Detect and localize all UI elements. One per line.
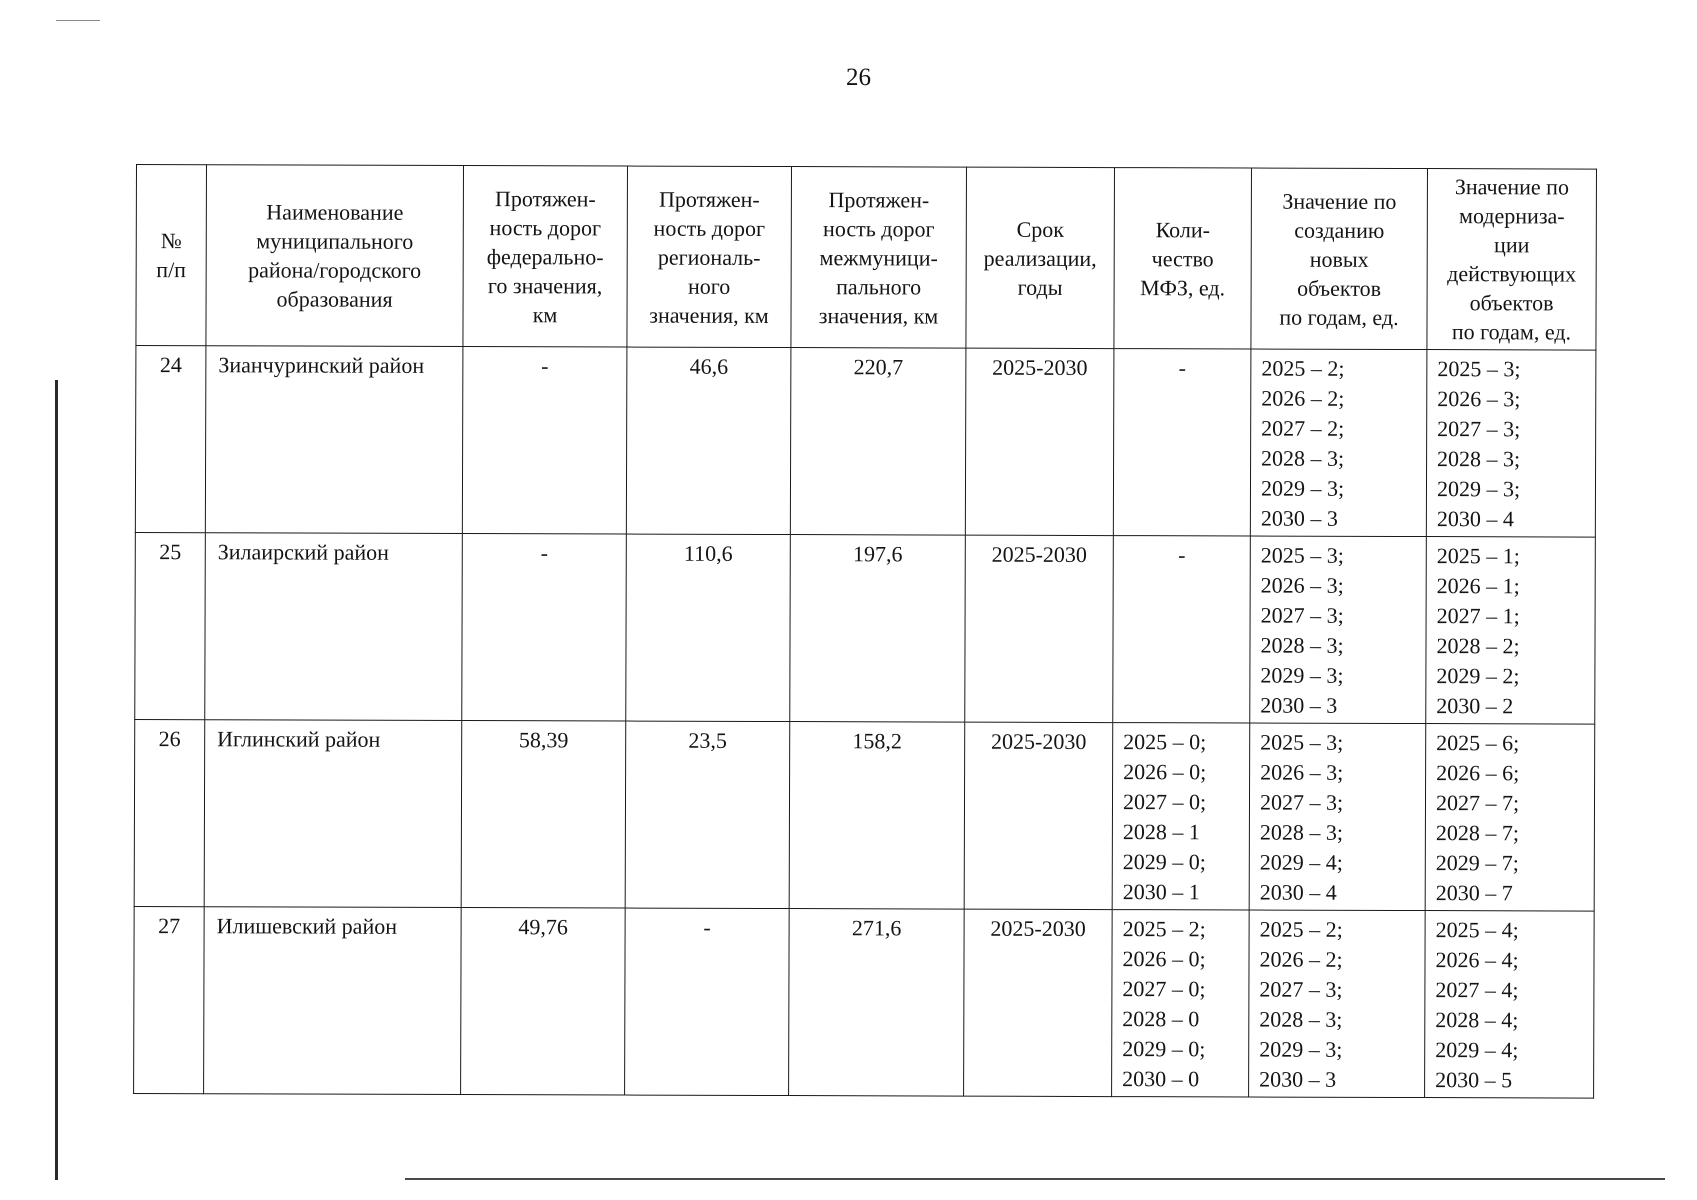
header-line: по годам, ед. <box>1451 319 1572 345</box>
header-line: Наименование <box>266 199 404 225</box>
year-value: 2027 – 3; <box>1259 976 1343 1002</box>
header-line: по годам, ед. <box>1279 304 1399 330</box>
header-cell-modernization <box>1427 169 1597 351</box>
header-line: региональ- <box>657 244 761 270</box>
year-value: 2029 – 3; <box>1260 662 1344 688</box>
header-cell-intermunicipal <box>791 167 967 349</box>
year-value: 2028 – 3; <box>1260 632 1344 658</box>
year-value: 2030 – 3 <box>1259 1066 1337 1092</box>
year-value: 2030 – 3 <box>1260 505 1338 531</box>
header-line: объектов <box>1297 275 1382 301</box>
header-line: ность дорог <box>823 215 935 242</box>
year-value: 2025 – 3; <box>1260 729 1344 755</box>
header-line: пального <box>836 273 922 299</box>
regional-roads-km: - <box>625 908 790 1096</box>
header-line: образования <box>276 286 393 312</box>
year-value: 2027 – 3; <box>1437 416 1521 442</box>
table-row <box>134 906 1595 1098</box>
header-line: значения, км <box>818 302 939 329</box>
header-line: чество <box>1151 245 1214 271</box>
year-value: 2026 – 3; <box>1437 386 1521 412</box>
year-value: 2029 – 3; <box>1260 475 1345 501</box>
implementation-period: 2025-2030 <box>964 909 1113 1096</box>
intermunicipal-roads-km: 158,2 <box>789 722 965 910</box>
year-value: 2028 – 7; <box>1435 820 1520 846</box>
year-value: 2025 – 3; <box>1260 542 1344 568</box>
regional-roads-km: 23,5 <box>625 721 790 909</box>
header-line: ции <box>1494 232 1530 258</box>
year-value: 2029 – 3; <box>1259 1036 1343 1062</box>
regional-roads-km: 46,6 <box>626 347 791 535</box>
header-line: федерально- <box>486 243 604 269</box>
modernization-by-year <box>1425 911 1595 1099</box>
header-line: муниципального <box>256 228 414 254</box>
mfz-count <box>1112 723 1250 910</box>
page-number: 26 <box>846 64 871 91</box>
mfz-count <box>1112 910 1250 1097</box>
municipality-name: Иглинский район <box>204 720 462 908</box>
table-header-row <box>136 165 1597 351</box>
year-value: 2027 – 4; <box>1435 977 1519 1003</box>
year-value: 2029 – 0; <box>1122 849 1206 875</box>
scan-bottom-edge <box>405 1178 1665 1180</box>
table-body <box>134 346 1596 1099</box>
year-value: 2027 – 0; <box>1122 789 1207 815</box>
intermunicipal-roads-km: 220,7 <box>790 348 966 536</box>
modernization-by-year <box>1425 724 1595 912</box>
regional-roads-km: 110,6 <box>626 534 791 722</box>
header-line: объектов <box>1469 290 1554 316</box>
year-value: 2029 – 2; <box>1436 663 1520 689</box>
year-value: 2026 – 0; <box>1123 759 1207 785</box>
year-value: 2029 – 4; <box>1435 1037 1519 1063</box>
year-value: 2030 – 5 <box>1435 1067 1513 1093</box>
mfz-count <box>1113 349 1251 536</box>
header-cell-regional <box>627 166 792 348</box>
year-value: 2030 – 2 <box>1436 693 1514 719</box>
header-line: го значения, <box>487 272 603 298</box>
header-line: Протяжен- <box>828 186 930 212</box>
intermunicipal-roads-km: 197,6 <box>790 535 966 723</box>
year-value: 2027 – 2; <box>1261 415 1345 441</box>
header-line: созданию <box>1294 217 1385 243</box>
year-value: 2025 – 3; <box>1437 356 1521 382</box>
federal-roads-km: - <box>462 347 627 535</box>
new-objects-by-year <box>1249 910 1426 1098</box>
year-value: 2027 – 7; <box>1435 790 1520 816</box>
intermunicipal-roads-km: 271,6 <box>789 909 965 1097</box>
year-value: 2026 – 3; <box>1260 572 1344 598</box>
year-value: 2028 – 1 <box>1122 819 1200 845</box>
modernization-by-year <box>1426 350 1596 538</box>
year-value: 2026 – 3; <box>1260 759 1344 785</box>
implementation-period: 2025-2030 <box>965 348 1114 535</box>
row-number: 27 <box>134 906 205 1093</box>
year-value: - <box>1178 542 1186 568</box>
municipality-name: Зилаирский район <box>205 533 463 721</box>
year-value: 2025 – 2; <box>1122 916 1206 942</box>
year-value: 2026 – 6; <box>1436 760 1520 786</box>
year-value: - <box>1178 355 1187 381</box>
year-value: 2030 – 3 <box>1260 692 1338 718</box>
year-value: 2028 – 2; <box>1436 633 1520 659</box>
scan-left-edge <box>55 380 58 1180</box>
mfz-count <box>1113 536 1251 723</box>
year-value: 2026 – 2; <box>1259 946 1343 972</box>
header-line: района/городского <box>248 257 422 283</box>
table-row <box>134 719 1595 911</box>
header-line: модерниза- <box>1459 203 1565 229</box>
header-line: ность дорог <box>489 214 602 240</box>
header-line: Коли- <box>1155 216 1211 242</box>
header-cell-mfz <box>1114 168 1252 349</box>
year-value: 2030 – 1 <box>1122 879 1200 905</box>
year-value: 2030 – 7 <box>1435 880 1513 906</box>
header-line: действующих <box>1447 261 1577 287</box>
header-line: межмуници- <box>819 244 938 271</box>
year-value: 2025 – 0; <box>1123 729 1207 755</box>
year-value: 2028 – 3; <box>1259 1006 1343 1032</box>
header-line: реализации, <box>983 245 1097 271</box>
year-value: 2027 – 3; <box>1259 789 1344 815</box>
federal-roads-km: 58,39 <box>461 721 626 909</box>
header-line: Значение по <box>1282 188 1397 214</box>
row-number: 26 <box>134 719 205 906</box>
header-line: Протяжен- <box>658 186 760 212</box>
year-value: 2027 – 3; <box>1260 602 1344 628</box>
year-value: 2026 – 2; <box>1261 385 1345 411</box>
federal-roads-km: 49,76 <box>461 908 626 1096</box>
year-value: 2025 – 1; <box>1436 543 1520 569</box>
implementation-period: 2025-2030 <box>964 722 1113 909</box>
row-number: 24 <box>135 346 206 533</box>
scan-artifact-top <box>56 20 100 21</box>
new-objects-by-year <box>1249 723 1426 911</box>
header-line: значения, км <box>649 302 769 328</box>
implementation-period: 2025-2030 <box>965 535 1114 722</box>
row-number: 25 <box>135 532 206 719</box>
header-line: ность дорог <box>653 215 766 241</box>
year-value: 2025 – 2; <box>1259 916 1343 942</box>
header-line: годы <box>1017 274 1063 300</box>
year-value: 2026 – 4; <box>1435 947 1519 973</box>
header-line: новых <box>1309 246 1369 272</box>
header-line: № <box>160 228 182 254</box>
table-row <box>135 532 1596 724</box>
federal-roads-km: - <box>462 534 627 722</box>
header-line: ного <box>687 273 731 299</box>
year-value: 2030 – 4 <box>1259 879 1337 905</box>
year-value: 2027 – 0; <box>1122 976 1206 1002</box>
year-value: 2025 – 6; <box>1436 730 1520 756</box>
new-objects-by-year <box>1250 536 1427 724</box>
municipality-name: Илишевский район <box>204 907 462 1095</box>
header-line: Значение по <box>1454 174 1570 200</box>
year-value: 2028 – 4; <box>1435 1007 1519 1033</box>
year-value: 2028 – 3; <box>1259 819 1344 845</box>
year-value: 2029 – 3; <box>1436 476 1521 502</box>
header-line: п/п <box>156 257 187 283</box>
year-value: 2028 – 3; <box>1261 445 1345 471</box>
table-row <box>135 346 1596 538</box>
municipality-name: Зианчуринский район <box>205 346 463 534</box>
year-value: 2029 – 7; <box>1435 850 1519 876</box>
header-cell-period <box>966 167 1115 348</box>
header-line: км <box>532 301 558 327</box>
header-cell-federal <box>463 166 628 348</box>
year-value: 2028 – 0 <box>1122 1006 1200 1032</box>
header-line: МФЗ, ед. <box>1140 274 1226 300</box>
year-value: 2025 – 4; <box>1435 917 1519 943</box>
year-value: 2028 – 3; <box>1437 446 1521 472</box>
year-value: 2025 – 2; <box>1261 355 1345 381</box>
modernization-by-year <box>1426 537 1596 725</box>
header-cell-num <box>136 165 207 346</box>
header-cell-new-objects <box>1251 168 1428 350</box>
header-line: Срок <box>1016 216 1065 242</box>
year-value: 2030 – 0 <box>1122 1066 1200 1092</box>
year-value: 2027 – 1; <box>1436 603 1520 629</box>
year-value: 2029 – 4; <box>1259 849 1343 875</box>
header-cell-name <box>206 165 464 347</box>
year-value: 2026 – 1; <box>1436 573 1520 599</box>
year-value: 2029 – 0; <box>1122 1036 1206 1062</box>
header-line: Протяжен- <box>494 185 596 211</box>
year-value: 2030 – 4 <box>1436 506 1514 532</box>
data-table <box>133 164 1597 1099</box>
year-value: 2026 – 0; <box>1122 946 1206 972</box>
new-objects-by-year <box>1250 349 1427 537</box>
